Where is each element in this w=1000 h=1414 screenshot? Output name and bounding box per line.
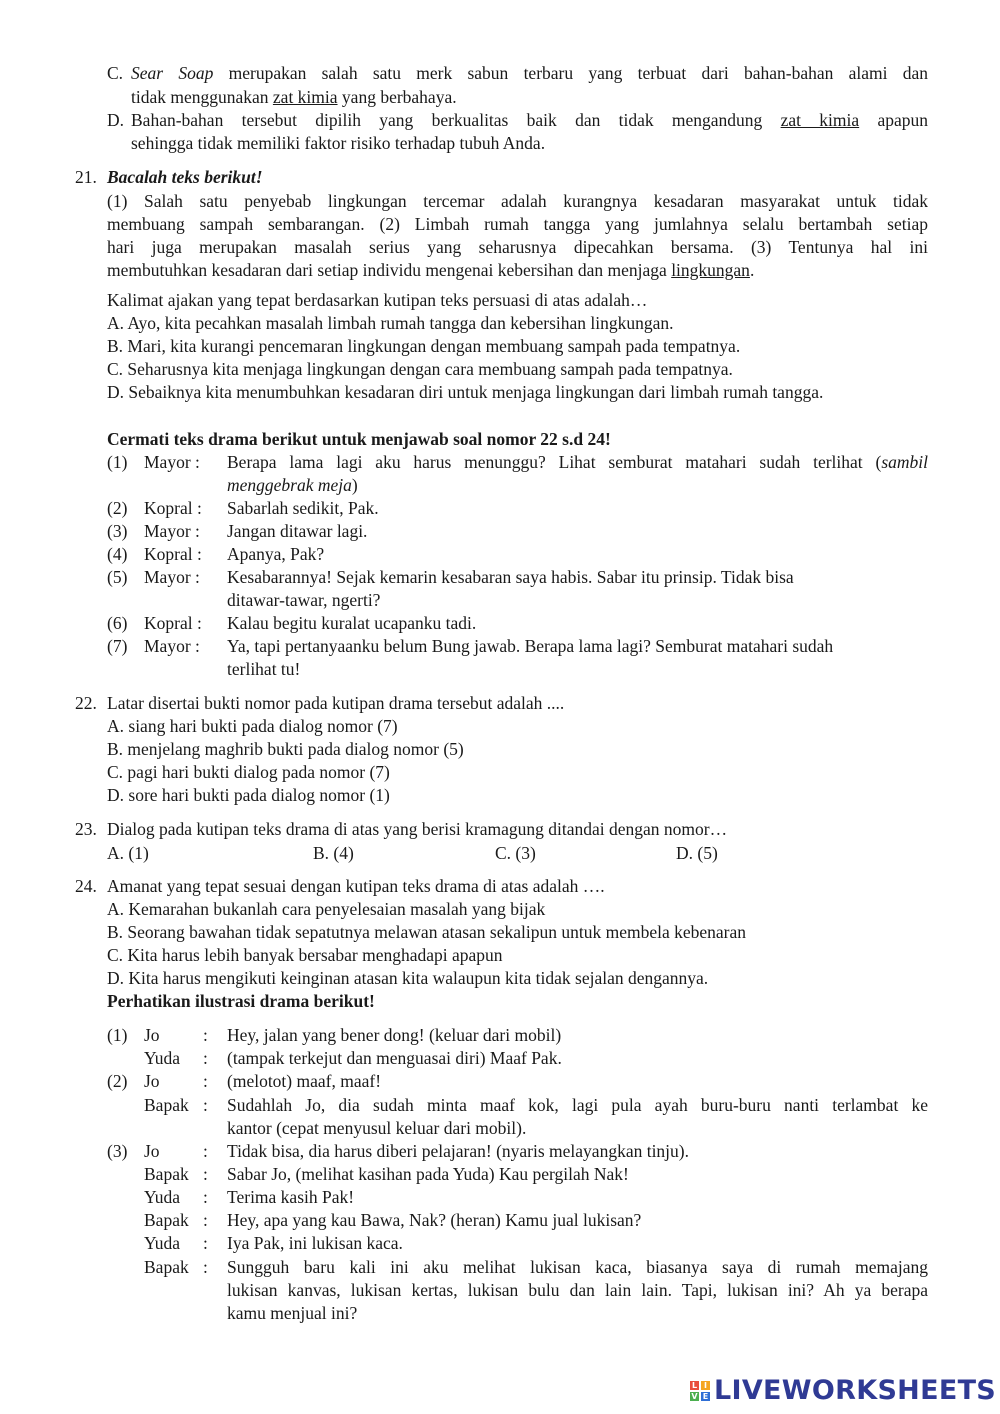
drama2-colon: : bbox=[203, 1095, 208, 1115]
q20-option-c-text: merupakan salah satu merk sabun terbaru yang terbuat dari bahan-bahan alami dan bbox=[228, 63, 929, 83]
drama1-heading: Cermati teks drama berikut untuk menjawab soal nomor 22 s.d 24! bbox=[107, 429, 611, 449]
liveworksheets-logo-text: LIVEWORKSHEETS bbox=[714, 1375, 997, 1407]
drama1-num-6: (6) bbox=[107, 613, 128, 633]
drama1-line-1b bbox=[227, 474, 358, 497]
q20-option-d-underlined: zat kimia bbox=[780, 110, 860, 130]
drama2-speaker-jo: Jo bbox=[144, 1141, 160, 1161]
drama1-num-4: (4) bbox=[107, 544, 128, 564]
q21-paragraph-line4-pre: membutuhkan kesadaran dari setiap individu mengenai kebersihan dan menjaga bbox=[107, 260, 667, 280]
drama1-num-3: (3) bbox=[107, 521, 128, 541]
drama2-text-10c: kamu menjual ini? bbox=[227, 1303, 358, 1323]
q23-number: 23. bbox=[75, 819, 97, 839]
q21-paragraph-line2: membuang sampah sembarangan. (2) Limbah rumah tangga yang jumlahnya selalu bertambah setiap bbox=[107, 214, 928, 234]
drama1-text-4: Apanya, Pak? bbox=[227, 544, 325, 564]
q23-option-b[interactable]: B. (4) bbox=[313, 843, 354, 863]
drama2-speaker-bapak: Bapak bbox=[144, 1164, 189, 1184]
q21-paragraph-line3: hari juga merupakan masalah serius yang seharusnya dipecahkan bersama. (3) Tentunya hal ini bbox=[107, 237, 928, 257]
drama2-text-3: (melotot) maaf, maaf! bbox=[227, 1071, 382, 1091]
drama2-colon: : bbox=[203, 1141, 208, 1161]
q21-underlined-word: lingkungan bbox=[671, 260, 750, 280]
q20-option-c-line2 bbox=[131, 86, 457, 109]
q21-number: 21. bbox=[75, 167, 97, 187]
drama2-text-2: (tampak terkejut dan menguasai diri) Maaf Pak. bbox=[227, 1048, 562, 1068]
drama2-speaker-yuda: Yuda bbox=[144, 1048, 180, 1068]
drama1-text-7b: terlihat tu! bbox=[227, 659, 301, 679]
q20-option-d-line2: sehingga tidak memiliki faktor risiko terhadap tubuh Anda. bbox=[131, 133, 546, 153]
drama1-text-5a: Kesabarannya! Sejak kemarin kesabaran saya habis. Sabar itu prinsip. Tidak bisa bbox=[227, 567, 794, 587]
q20-option-d-line1 bbox=[131, 109, 928, 132]
drama2-text-10b: lukisan kanvas, lukisan kertas, lukisan bulu dan lain lain. Tapi, lukisan ini? Ah ya berapa bbox=[227, 1280, 928, 1300]
drama2-colon: : bbox=[203, 1164, 208, 1184]
drama2-text-1: Hey, jalan yang bener dong! (keluar dari mobil) bbox=[227, 1025, 562, 1045]
q23-option-d[interactable]: D. (5) bbox=[676, 843, 718, 863]
drama1-speaker-4: Kopral : bbox=[144, 544, 202, 564]
drama1-text-7a: Ya, tapi pertanyaanku belum Bung jawab. Berapa lama lagi? Semburat matahari sudah bbox=[227, 636, 834, 656]
drama2-text-10a: Sungguh baru kali ini aku melihat lukisan kaca, biasanya saya di rumah memajang bbox=[227, 1257, 928, 1277]
drama1-line-1a bbox=[227, 451, 928, 474]
drama1-stage-direction-1a: sambil bbox=[881, 452, 928, 472]
q22-number: 22. bbox=[75, 693, 97, 713]
drama2-text-8: Hey, apa yang kau Bawa, Nak? (heran) Kamu jual lukisan? bbox=[227, 1210, 642, 1230]
q24-question: Amanat yang tepat sesuai dengan kutipan teks drama di atas adalah …. bbox=[107, 876, 605, 896]
drama2-speaker-bapak: Bapak bbox=[144, 1095, 189, 1115]
drama2-speaker-yuda: Yuda bbox=[144, 1187, 180, 1207]
drama1-num-2: (2) bbox=[107, 498, 128, 518]
drama1-speaker-5: Mayor : bbox=[144, 567, 200, 587]
q22-option-d[interactable]: D. sore hari bukti pada dialog nomor (1) bbox=[107, 785, 390, 805]
drama2-speaker-bapak: Bapak bbox=[144, 1210, 189, 1230]
logo-letter-l: L bbox=[691, 1381, 698, 1390]
q23-option-a[interactable]: A. (1) bbox=[107, 843, 149, 863]
q24-option-c[interactable]: C. Kita harus lebih banyak bersabar menghadapi apapun bbox=[107, 945, 503, 965]
q23-question: Dialog pada kutipan teks drama di atas yang berisi kramagung ditandai dengan nomor… bbox=[107, 819, 728, 839]
q21-option-a[interactable]: A. Ayo, kita pecahkan masalah limbah rumah tangga dan kebersihan lingkungan. bbox=[107, 313, 674, 333]
drama1-speaker-6: Kopral : bbox=[144, 613, 202, 633]
logo-letter-v: V bbox=[691, 1392, 698, 1401]
drama2-text-7: Terima kasih Pak! bbox=[227, 1187, 355, 1207]
q22-option-b[interactable]: B. menjelang maghrib bukti pada dialog nomor (5) bbox=[107, 739, 464, 759]
drama2-text-9: Iya Pak, ini lukisan kaca. bbox=[227, 1233, 403, 1253]
drama2-speaker-jo: Jo bbox=[144, 1071, 160, 1091]
drama1-stage-direction-1b: menggebrak meja bbox=[227, 475, 352, 495]
drama1-speaker-1: Mayor : bbox=[144, 452, 200, 472]
q20-option-d-label: D. bbox=[107, 110, 125, 130]
drama2-colon: : bbox=[203, 1025, 208, 1045]
drama2-heading: Perhatikan ilustrasi drama berikut! bbox=[107, 991, 375, 1011]
q20-option-c-line2-pre: tidak menggunakan bbox=[131, 87, 269, 107]
q21-option-d[interactable]: D. Sebaiknya kita menumbuhkan kesadaran diri untuk menjaga lingkungan dari limbah rumah tangga. bbox=[107, 382, 824, 402]
drama1-speaker-7: Mayor : bbox=[144, 636, 200, 656]
q24-option-b[interactable]: B. Seorang bawahan tidak sepatutnya melawan atasan sekalipun untuk membela kebenaran bbox=[107, 922, 747, 942]
q20-option-c-line2-post: yang berbahaya. bbox=[341, 87, 457, 107]
q21-paragraph-line4-post: . bbox=[749, 260, 755, 280]
drama2-colon: : bbox=[203, 1071, 208, 1091]
q21-heading: Bacalah teks berikut! bbox=[107, 167, 263, 187]
q24-number: 24. bbox=[75, 876, 97, 896]
drama1-text-1: Berapa lama lagi aku harus menunggu? Lihat semburat matahari sudah terlihat ( bbox=[227, 452, 882, 472]
drama1-speaker-3: Mayor : bbox=[144, 521, 200, 541]
drama1-paren-close-1: ) bbox=[351, 475, 358, 495]
drama2-num-2: (2) bbox=[107, 1071, 128, 1091]
logo-letter-e: E bbox=[702, 1392, 709, 1401]
drama2-colon: : bbox=[203, 1210, 208, 1230]
q20-option-c-underlined: zat kimia bbox=[272, 87, 338, 107]
drama1-text-6: Kalau begitu kuralat ucapanku tadi. bbox=[227, 613, 477, 633]
q20-option-c-line1 bbox=[131, 62, 928, 85]
drama2-text-4b: kantor (cepat menyusul keluar dari mobil). bbox=[227, 1118, 527, 1138]
liveworksheets-logo[interactable] bbox=[690, 1374, 997, 1408]
drama2-colon: : bbox=[203, 1233, 208, 1253]
drama2-speaker-bapak: Bapak bbox=[144, 1257, 189, 1277]
drama2-text-4a: Sudahlah Jo, dia sudah minta maaf kok, lagi pula ayah buru-buru nanti terlambat ke bbox=[227, 1095, 928, 1115]
drama2-colon: : bbox=[203, 1048, 208, 1068]
drama1-speaker-2: Kopral : bbox=[144, 498, 202, 518]
q20-option-c-label: C. bbox=[107, 63, 124, 83]
q20-option-c-brand: Sear Soap bbox=[131, 63, 214, 83]
drama2-colon: : bbox=[203, 1257, 208, 1277]
q22-question: Latar disertai bukti nomor pada kutipan drama tersebut adalah .... bbox=[107, 693, 565, 713]
q23-option-c[interactable]: C. (3) bbox=[495, 843, 536, 863]
q20-option-d-line1-post: apapun bbox=[877, 110, 928, 130]
q21-option-c[interactable]: C. Seharusnya kita menjaga lingkungan dengan cara membuang sampah pada tempatnya. bbox=[107, 359, 733, 379]
logo-letter-i: I bbox=[701, 1381, 710, 1390]
drama1-text-3: Jangan ditawar lagi. bbox=[227, 521, 368, 541]
drama1-num-7: (7) bbox=[107, 636, 128, 656]
q24-option-d[interactable]: D. Kita harus mengikuti keinginan atasan kita walaupun kita tidak sejalan dengannya. bbox=[107, 968, 709, 988]
q24-option-a[interactable]: A. Kemarahan bukanlah cara penyelesaian masalah yang bijak bbox=[107, 899, 546, 919]
q21-question: Kalimat ajakan yang tepat berdasarkan kutipan teks persuasi di atas adalah… bbox=[107, 290, 648, 310]
q22-option-a[interactable]: A. siang hari bukti pada dialog nomor (7) bbox=[107, 716, 398, 736]
q21-paragraph-line1: (1) Salah satu penyebab lingkungan tercemar adalah kurangnya kesadaran masyarakat untuk tidak bbox=[107, 191, 928, 211]
drama1-text-5b: ditawar-tawar, ngerti? bbox=[227, 590, 381, 610]
q21-paragraph-line4 bbox=[107, 259, 754, 282]
drama1-num-1: (1) bbox=[107, 452, 128, 472]
drama1-text-2: Sabarlah sedikit, Pak. bbox=[227, 498, 379, 518]
q20-option-d-line1-pre: Bahan-bahan tersebut dipilih yang berkualitas baik dan tidak mengandung bbox=[131, 110, 763, 130]
drama2-speaker-jo: Jo bbox=[144, 1025, 160, 1045]
drama2-speaker-yuda: Yuda bbox=[144, 1233, 180, 1253]
liveworksheets-logo-icon bbox=[690, 1381, 710, 1401]
q22-option-c[interactable]: C. pagi hari bukti dialog pada nomor (7) bbox=[107, 762, 390, 782]
drama2-num-3: (3) bbox=[107, 1141, 128, 1161]
q21-option-b[interactable]: B. Mari, kita kurangi pencemaran lingkungan dengan membuang sampah pada tempatnya. bbox=[107, 336, 741, 356]
drama2-text-6: Sabar Jo, (melihat kasihan pada Yuda) Kau pergilah Nak! bbox=[227, 1164, 629, 1184]
drama2-num-1: (1) bbox=[107, 1025, 128, 1045]
drama1-num-5: (5) bbox=[107, 567, 128, 587]
drama2-colon: : bbox=[203, 1187, 208, 1207]
drama2-text-5: Tidak bisa, dia harus diberi pelajaran! (nyaris melayangkan tinju). bbox=[227, 1141, 689, 1161]
